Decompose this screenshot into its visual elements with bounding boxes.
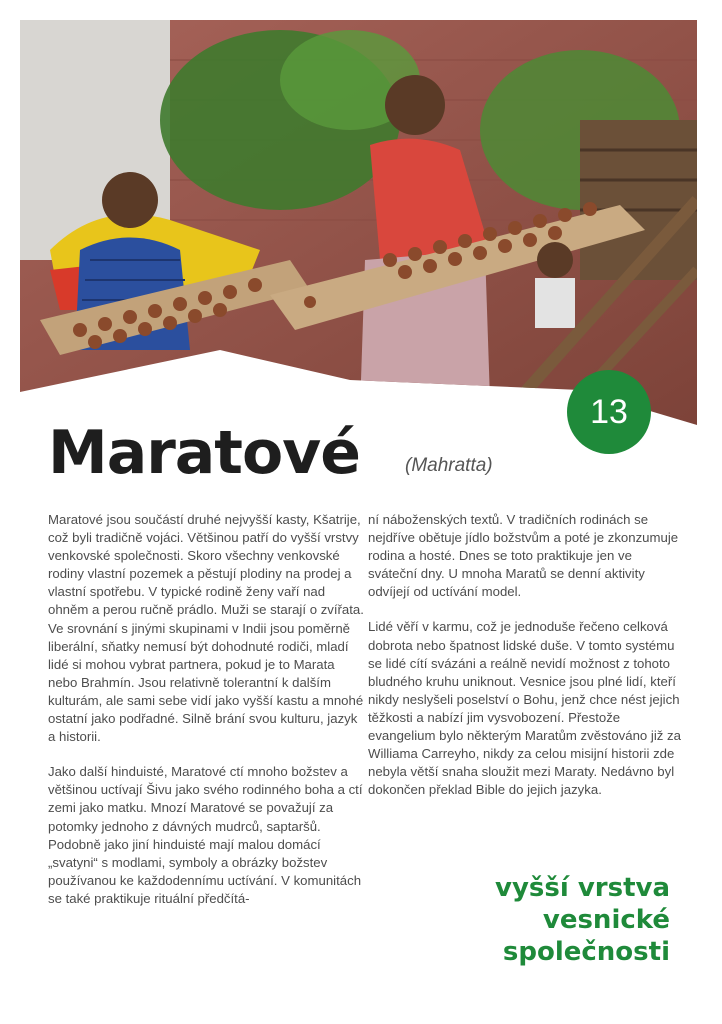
body-column-right [368, 511, 683, 816]
paragraph: Lidé věří v karmu, což je jednoduše řečeno celková dobrota nebo špatnost lidské duše. V tomto systému se lidé cítí svázáni a reálně nevidí možnost z tohoto bludného kruhu uniknout. Vesnice jsou plné lidí, kteří nikdy neslyšeli poselství o Bohu, jenž chce nést jejich těžkosti a nabízí jim vysvobození. Přestože evangelium bylo některým Maratům zvěstováno již za Williama Carreyho, nikdy za celou misijní historii zde nebyla větší snaha sloužit mezi Maraty. Nedávno byl dokončen překlad Bible do jejich jazyka. [368, 619, 681, 798]
body-column-left [48, 511, 366, 925]
paragraph: Maratové jsou součástí druhé nejvyšší kasty, Kšatrije, což byli tradičně vojáci. Většinou patří do vyšší vrstvy venkovské společnosti. Skoro všechny venkovské rodiny vlastní pozemek a pěstují plodiny na prodej a vlastní spotřebu. V typické rodině ženy vaří nad ohněm a perou ručně prádlo. Muži se starají o zvířata. Ve srovnání s jinými skupinami v Indii jsou poměrně liberální, sňatky nemusí být dohodnuté rodiči, mladí lidé si mohou vybrat partnera, pokud je to Marata nebo Brahmín. Jsou relativně tolerantní k dalším kulturám, ale sami sebe vidí jako vyšší kastu a mnohé ostatní jako podřadné. Silně brání svou kulturu, jazyk a historii. [48, 512, 364, 745]
tagline-line: vyšší vrstva [495, 873, 670, 903]
paragraph: Jako další hinduisté, Maratové ctí mnoho božstev a většinou uctívají Šivu jako svého rodinného boha a ctí zemi jako matku. Mnozí Maratové se považují za potomky jednoho z dávných mudrců, saptaršů. Podobně jako jiní hinduisté mají malou domácí „svatyni“ s modlami, symboly a obrázky božstev používanou ke každodennímu uctívání. V komunitách se také praktikuje rituální předčítá- [48, 764, 363, 906]
page-number-badge: 13 [567, 370, 651, 454]
tagline [495, 872, 670, 968]
tagline-line: společnosti [502, 937, 670, 967]
page-subtitle: (Mahratta) [405, 455, 493, 476]
paragraph: ní náboženských textů. V tradičních rodinách se nejdříve obětuje jídlo božstvům a poté je zkonzumuje rodina a hosté. Dnes se toto praktikuje jen ve sváteční dny. U mnoha Maratů se denní aktivity odvíjejí od uctívání model. [368, 512, 679, 600]
page-title: Maratové [48, 418, 360, 488]
tagline-line: vesnické [542, 905, 670, 935]
